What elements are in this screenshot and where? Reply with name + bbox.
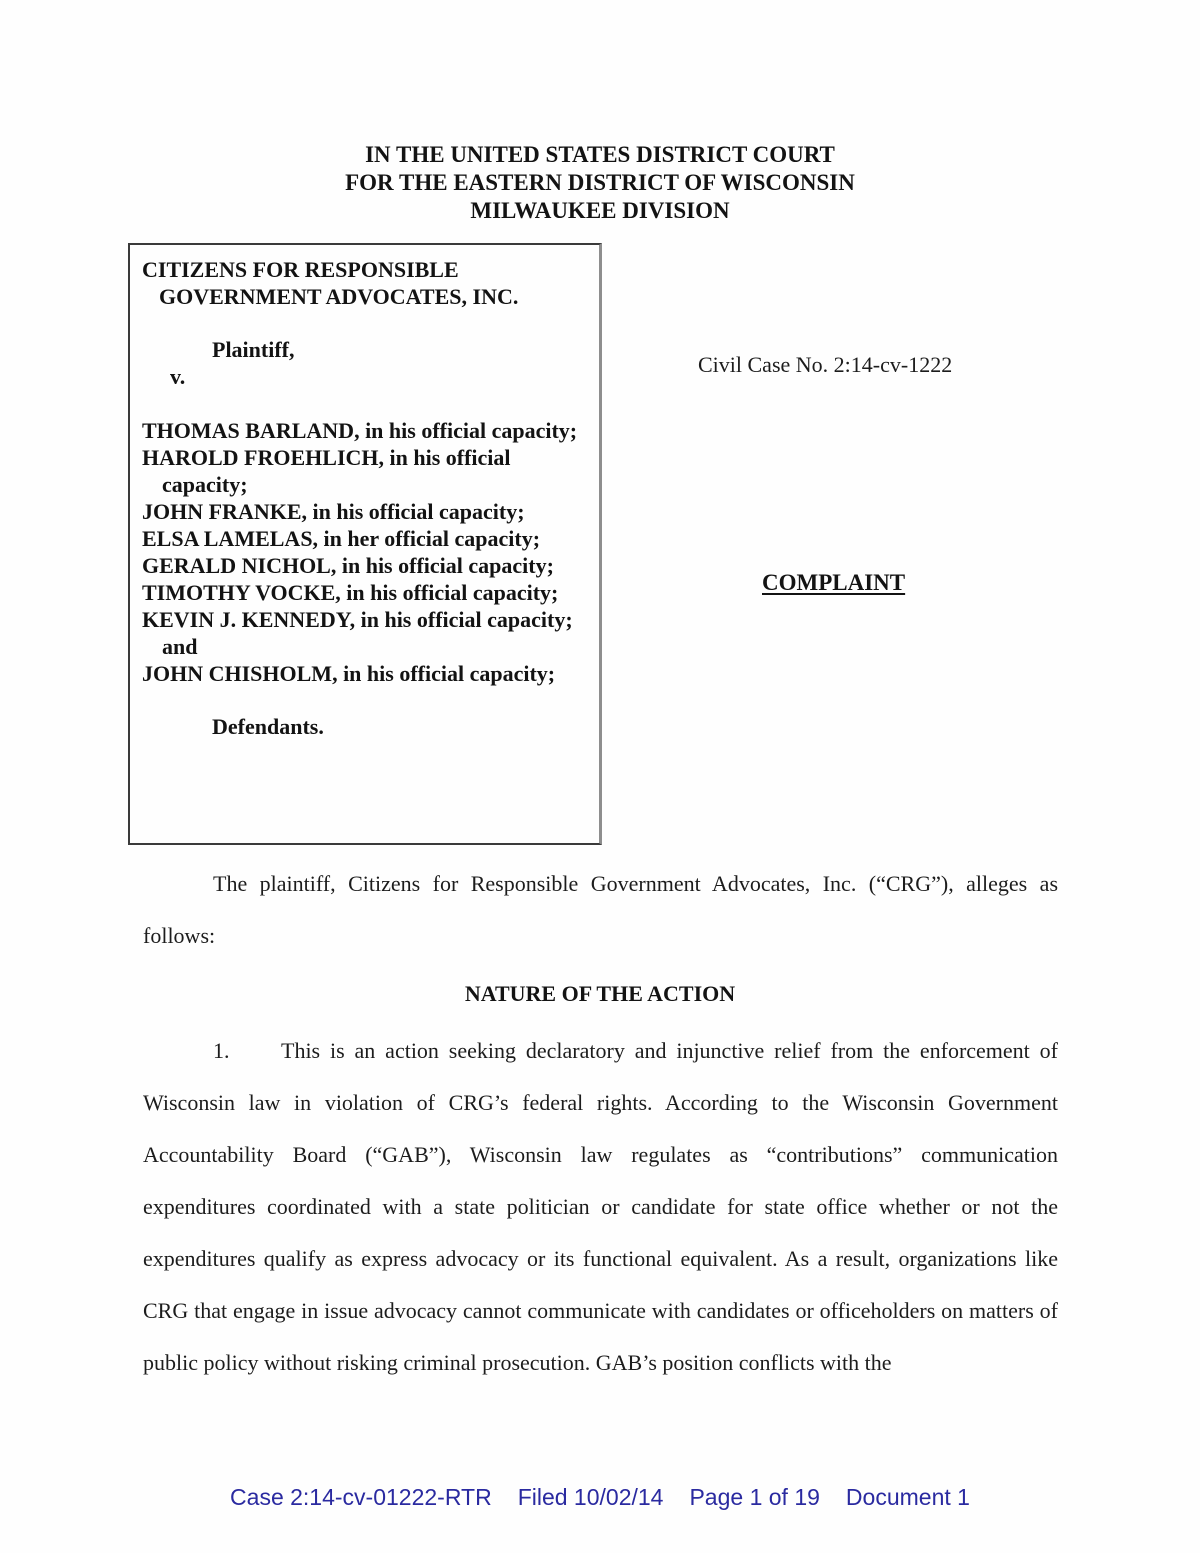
footer-case-number: Case 2:14-cv-01222-RTR [230, 1484, 492, 1510]
plaintiff-name-line-1: CITIZENS FOR RESPONSIBLE [142, 257, 459, 282]
intro-paragraph: The plaintiff, Citizens for Responsible Government Advocates, Inc. (“CRG”), alleges as follows: [143, 871, 1058, 948]
paragraph-1-number: 1. [213, 1038, 230, 1063]
defendant-item: JOHN CHISHOLM, in his official capacity; [142, 661, 556, 686]
defendant-item: TIMOTHY VOCKE, in his official capacity; [142, 580, 559, 605]
defendant-item: HAROLD FROEHLICH, in his official capacity; [142, 445, 511, 497]
case-caption-box [128, 243, 602, 845]
court-header [0, 141, 1200, 225]
footer-filed-date: Filed 10/02/14 [517, 1484, 664, 1510]
paragraph-1-text: This is an action seeking declaratory and injunctive relief from the enforcement of Wisconsin law in violation of CRG’s federal rights. According to the Wisconsin Government Accountability Board (“GAB”), Wisconsin law regulates as “contributions” communication expenditures coordinated with a state politician or candidate for state office whether or not the expenditures qualify as express advocacy or its functional equivalent. As a result, organizations like CRG that engage in issue advocacy cannot communicate with candidates or officeholders on matters of public policy without risking criminal prosecution. GAB’s position conflicts with the [143, 1038, 1058, 1375]
complaint-title: COMPLAINT [762, 570, 906, 595]
defendant-item: ELSA LAMELAS, in her official capacity; [142, 526, 541, 551]
plaintiff-label: Plaintiff, [212, 337, 295, 362]
defendant-item: JOHN FRANKE, in his official capacity; [142, 499, 525, 524]
ecf-footer-stamp [0, 1484, 1200, 1511]
paragraph-1 [143, 1025, 1058, 1389]
defendant-item: THOMAS BARLAND, in his official capacity; [142, 418, 578, 443]
versus-label: v. [170, 364, 186, 389]
footer-page-count: Page 1 of 19 [689, 1484, 820, 1510]
footer-document-number: Document 1 [845, 1484, 970, 1510]
court-header-line-1: IN THE UNITED STATES DISTRICT COURT [365, 142, 835, 167]
court-header-line-2: FOR THE EASTERN DISTRICT OF WISCONSIN [345, 170, 855, 195]
court-header-line-3: MILWAUKEE DIVISION [470, 198, 730, 223]
plaintiff-name-line-2: GOVERNMENT ADVOCATES, INC. [159, 284, 519, 309]
defendants-label: Defendants. [212, 714, 324, 739]
section-heading-nature-of-action: NATURE OF THE ACTION [464, 981, 736, 1006]
defendants-list [142, 417, 593, 687]
defendant-item: KEVIN J. KENNEDY, in his official capacity; and [142, 607, 573, 659]
civil-case-number: Civil Case No. 2:14-cv-1222 [698, 352, 953, 377]
defendant-item: GERALD NICHOL, in his official capacity; [142, 553, 554, 578]
